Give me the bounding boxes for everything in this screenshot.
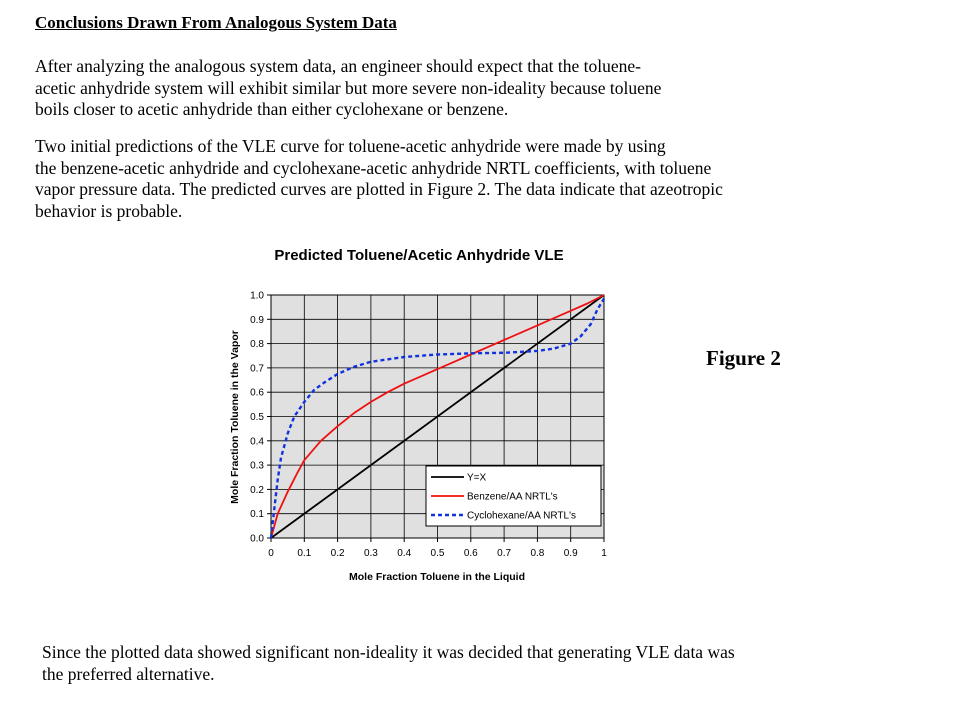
y-tick-label: 0.7 xyxy=(250,363,264,375)
x-tick-label: 0.4 xyxy=(397,548,412,559)
y-axis-label: Mole Fraction Toluene in the Vapor xyxy=(229,330,241,504)
x-tick-label: 0.5 xyxy=(430,548,445,559)
x-tick-label: 0.8 xyxy=(530,548,545,559)
y-tick-labels xyxy=(250,291,264,545)
y-tick-label: 0.1 xyxy=(250,509,264,521)
legend-label: Y=X xyxy=(467,472,487,484)
x-tick-label: 1 xyxy=(601,548,607,559)
text-line: Since the plotted data showed significant non-ideality it was decided that generating VLE data was xyxy=(42,642,735,662)
x-tick-label: 0.2 xyxy=(330,548,345,559)
y-tick-label: 0.9 xyxy=(250,314,264,326)
section-heading: Conclusions Drawn From Analogous System Data xyxy=(35,13,397,32)
text-line: acetic anhydride system will exhibit similar but more severe non-ideality because toluene xyxy=(35,77,662,98)
x-tick-label: 0.6 xyxy=(463,548,478,559)
chart-legend xyxy=(426,466,601,526)
y-tick-label: 0.5 xyxy=(250,412,264,423)
paragraph-conclusion xyxy=(42,642,735,685)
text-line: Two initial predictions of the VLE curve for toluene-acetic anhydride were made by using xyxy=(35,136,666,156)
y-tick-label: 0.3 xyxy=(250,460,264,472)
paragraph-predictions xyxy=(35,136,723,222)
vle-chart xyxy=(212,236,622,586)
x-tick-label: 0.7 xyxy=(497,548,512,559)
y-tick-label: 0.0 xyxy=(250,533,264,545)
y-tick-label: 0.2 xyxy=(250,484,264,496)
text-line: boils closer to acetic anhydride than either cyclohexane or benzene. xyxy=(35,99,509,119)
figure-label: Figure 2 xyxy=(706,346,781,370)
text-line: After analyzing the analogous system data, an engineer should expect that the toluene- xyxy=(35,56,641,76)
x-tick-labels xyxy=(268,548,607,559)
y-tick-label: 1.0 xyxy=(250,290,264,302)
y-tick-label: 0.4 xyxy=(250,436,264,448)
x-axis-label: Mole Fraction Toluene in the Liquid xyxy=(349,571,525,583)
legend-label: Benzene/AA NRTL's xyxy=(467,491,558,503)
text-line: the preferred alternative. xyxy=(42,663,215,684)
x-tick-label: 0 xyxy=(268,548,274,559)
text-line: vapor pressure data. The predicted curves are plotted in Figure 2. The data indicate that azeotropic xyxy=(35,179,723,199)
y-tick-label: 0.6 xyxy=(250,387,264,399)
chart-title: Predicted Toluene/Acetic Anhydride VLE xyxy=(274,247,564,264)
x-tick-label: 0.9 xyxy=(563,548,578,559)
legend-label: Cyclohexane/AA NRTL's xyxy=(467,510,576,522)
x-tick-label: 0.1 xyxy=(297,548,312,559)
y-tick-label: 0.8 xyxy=(250,339,264,351)
text-line: the benzene-acetic anhydride and cyclohexane-acetic anhydride NRTL coefficients, with toluene xyxy=(35,157,712,178)
x-tick-label: 0.3 xyxy=(363,548,378,559)
paragraph-analogous-data xyxy=(35,56,661,121)
text-line: behavior is probable. xyxy=(35,200,183,221)
